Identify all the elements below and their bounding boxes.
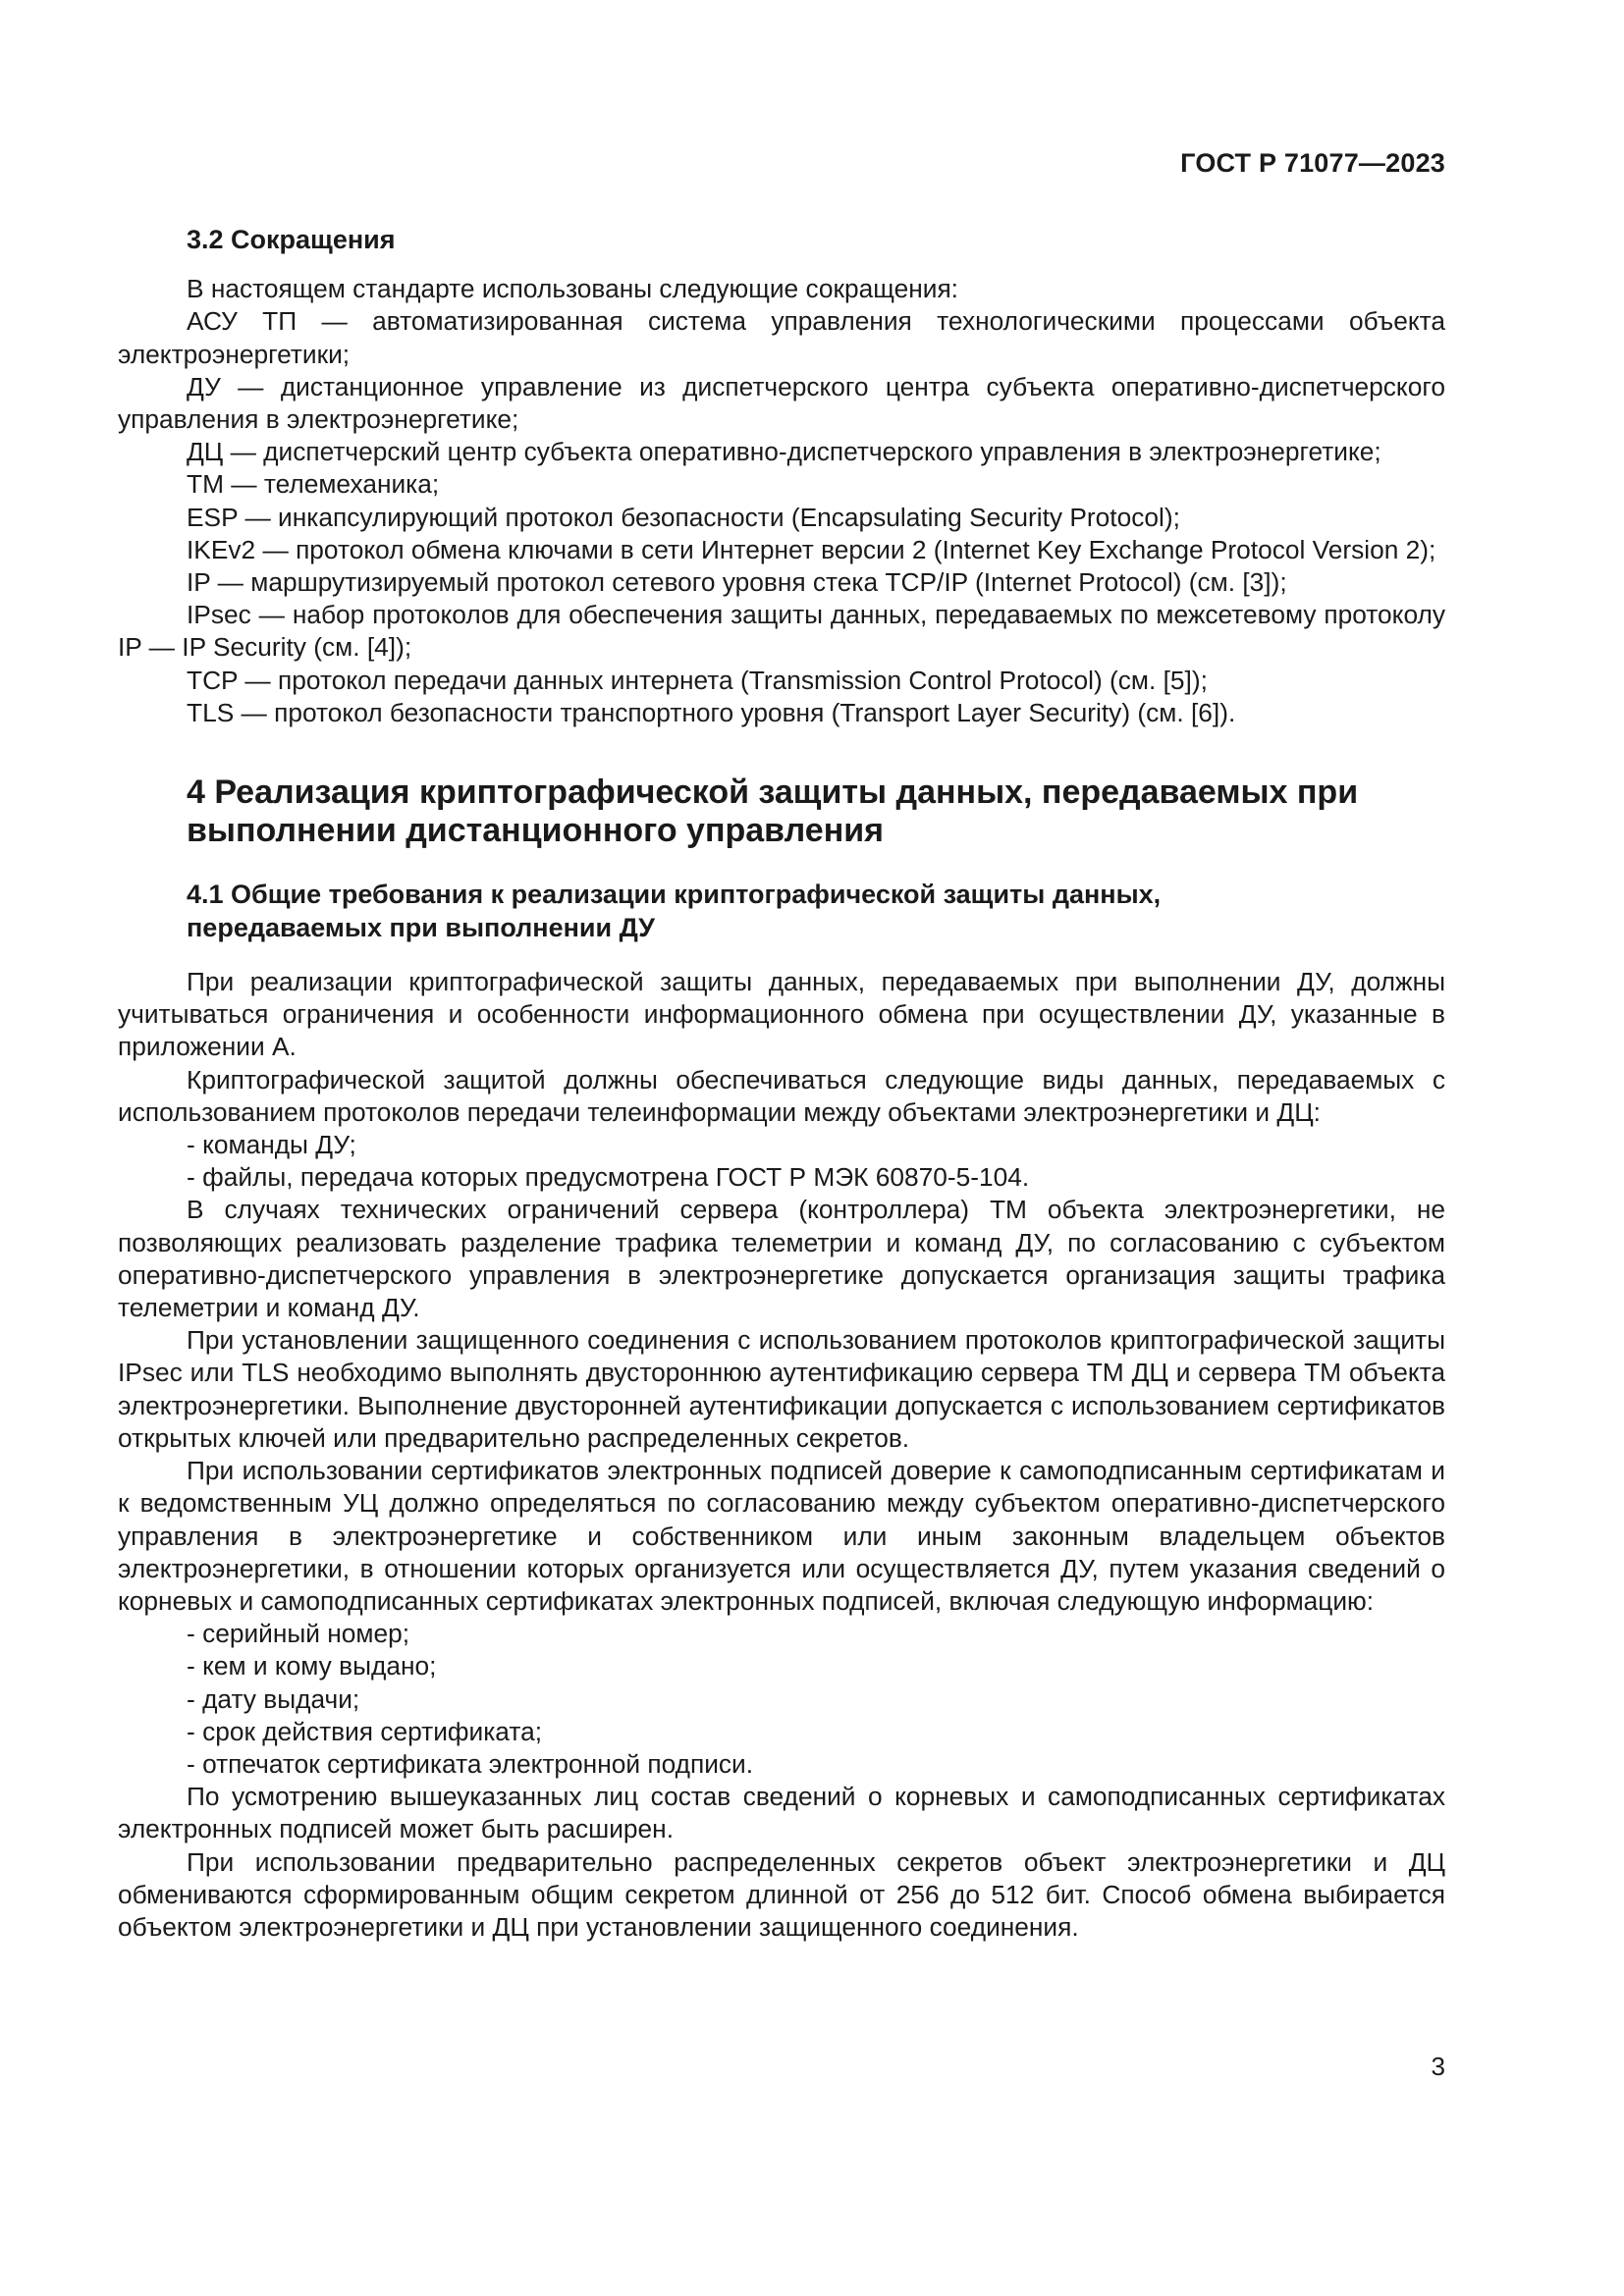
list-item: - срок действия сертификата; (187, 1716, 543, 1746)
list-item: - кем и кому выдано; (187, 1651, 437, 1682)
section-4-title (187, 774, 1445, 849)
abbreviation-item: IPsec — набор протоколов для обеспечения защиты данных, передаваемых по межсетевому протоколу IP — IP Security (см. [4]); (118, 600, 1445, 663)
list-item: - команды ДУ; (187, 1130, 356, 1160)
abbreviation-item: TLS — протокол безопасности транспортного уровня (Transport Layer Security) (см. [6]). (187, 697, 1236, 727)
document-header: ГОСТ Р 71077—2023 (1180, 148, 1445, 178)
list-item: - файлы, передача которых предусмотрена ГОСТ Р МЭК 60870-5-104. (187, 1162, 1030, 1193)
section-4-1-title (187, 879, 1445, 944)
list-item: - дату выдачи; (187, 1683, 360, 1714)
section-4-title-line1: 4 Реализация криптографической защиты данных, передаваемых при (187, 774, 1359, 812)
section-3-2-title: 3.2 Сокращения (187, 225, 396, 254)
paragraph: В случаях технических ограничений сервера (контроллера) ТМ объекта электроэнергетики, не позволяющих реализовать разделение трафика телеметрии и команд ДУ, по согласованию с субъектом оперативно-диспетчерского управления в электроэнергетике допускается организация защиты трафика телеметрии и команд ДУ. (118, 1195, 1445, 1323)
abbreviation-item: ТМ — телемеханика; (187, 469, 440, 500)
section-4-1-title-line2: передаваемых при выполнении ДУ (187, 912, 655, 942)
list-item: - отпечаток сертификата электронной подписи. (187, 1748, 754, 1779)
paragraph: При установлении защищенного соединения с использованием протоколов криптографической защиты IPsec или TLS необходимо выполнять двустороннюю аутентификацию сервера ТМ ДЦ и сервера ТМ объекта электроэнергетики. Выполнение двусторонней аутентификации допускается с использованием сертификатов открытых ключей или предварительно распределенных секретов. (118, 1325, 1445, 1453)
abbreviation-item: АСУ ТП — автоматизированная система управления технологическими процессами объекта электроэнергетики; (118, 306, 1445, 369)
section-4-1-title-line1: 4.1 Общие требования к реализации криптографической защиты данных, (187, 880, 1162, 910)
section-4-title-line2: выполнении дистанционного управления (187, 811, 884, 849)
page-number: 3 (1431, 2052, 1445, 2081)
paragraph: Криптографической защитой должны обеспечиваться следующие виды данных, передаваемых с использованием протоколов передачи телеинформации между объектами электроэнергетики и ДЦ: (118, 1064, 1445, 1127)
section-3-2-intro: В настоящем стандарте использованы следующие сокращения: (187, 274, 958, 304)
abbreviation-item: TCP — протокол передачи данных интернета (Transmission Control Protocol) (см. [5]); (187, 665, 1208, 695)
paragraph: При реализации криптографической защиты данных, передаваемых при выполнении ДУ, должны учитываться ограничения и особенности информационного обмена при осуществлении ДУ, указанные в приложении А. (118, 967, 1445, 1062)
abbreviation-item: ДЦ — диспетчерский центр субъекта оперативно-диспетчерского управления в электроэнергетике; (187, 437, 1381, 467)
paragraph: По усмотрению вышеуказанных лиц состав сведений о корневых и самоподписанных сертификатах электронных подписей может быть расширен. (118, 1782, 1445, 1844)
paragraph: При использовании сертификатов электронных подписей доверие к самоподписанным сертификатам и к ведомственным УЦ должно определяться по согласованию между субъектом оперативно-диспетчерского управления в электроэнергетике и собственником или иным законным владельцем объектов электроэнергетики, в отношении которых организуется или осуществляется ДУ, путем указания сведений о корневых и самоподписанных сертификатах электронных подписей, включая следующую информацию: (118, 1456, 1445, 1616)
abbreviation-item: IP — маршрутизируемый протокол сетевого уровня стека TCP/IP (Internet Protocol) (см. [3]); (187, 567, 1287, 598)
abbreviation-item: IKEv2 — протокол обмена ключами в сети Интернет версии 2 (Internet Key Exchange Protocol Version 2); (187, 534, 1436, 564)
abbreviation-item: ESP — инкапсулирующий протокол безопасности (Encapsulating Security Protocol); (187, 502, 1180, 532)
page-content (118, 224, 1445, 1944)
paragraph: При использовании предварительно распределенных секретов объект электроэнергетики и ДЦ обмениваются сформированным общим секретом длинной от 256 до 512 бит. Способ обмена выбирается объектом электроэнергетики и ДЦ при установлении защищенного соединения. (118, 1846, 1445, 1942)
abbreviation-item: ДУ — дистанционное управление из диспетчерского центра субъекта оперативно-диспетчерского управления в электроэнергетике; (118, 371, 1445, 435)
list-item: - серийный номер; (187, 1619, 410, 1649)
